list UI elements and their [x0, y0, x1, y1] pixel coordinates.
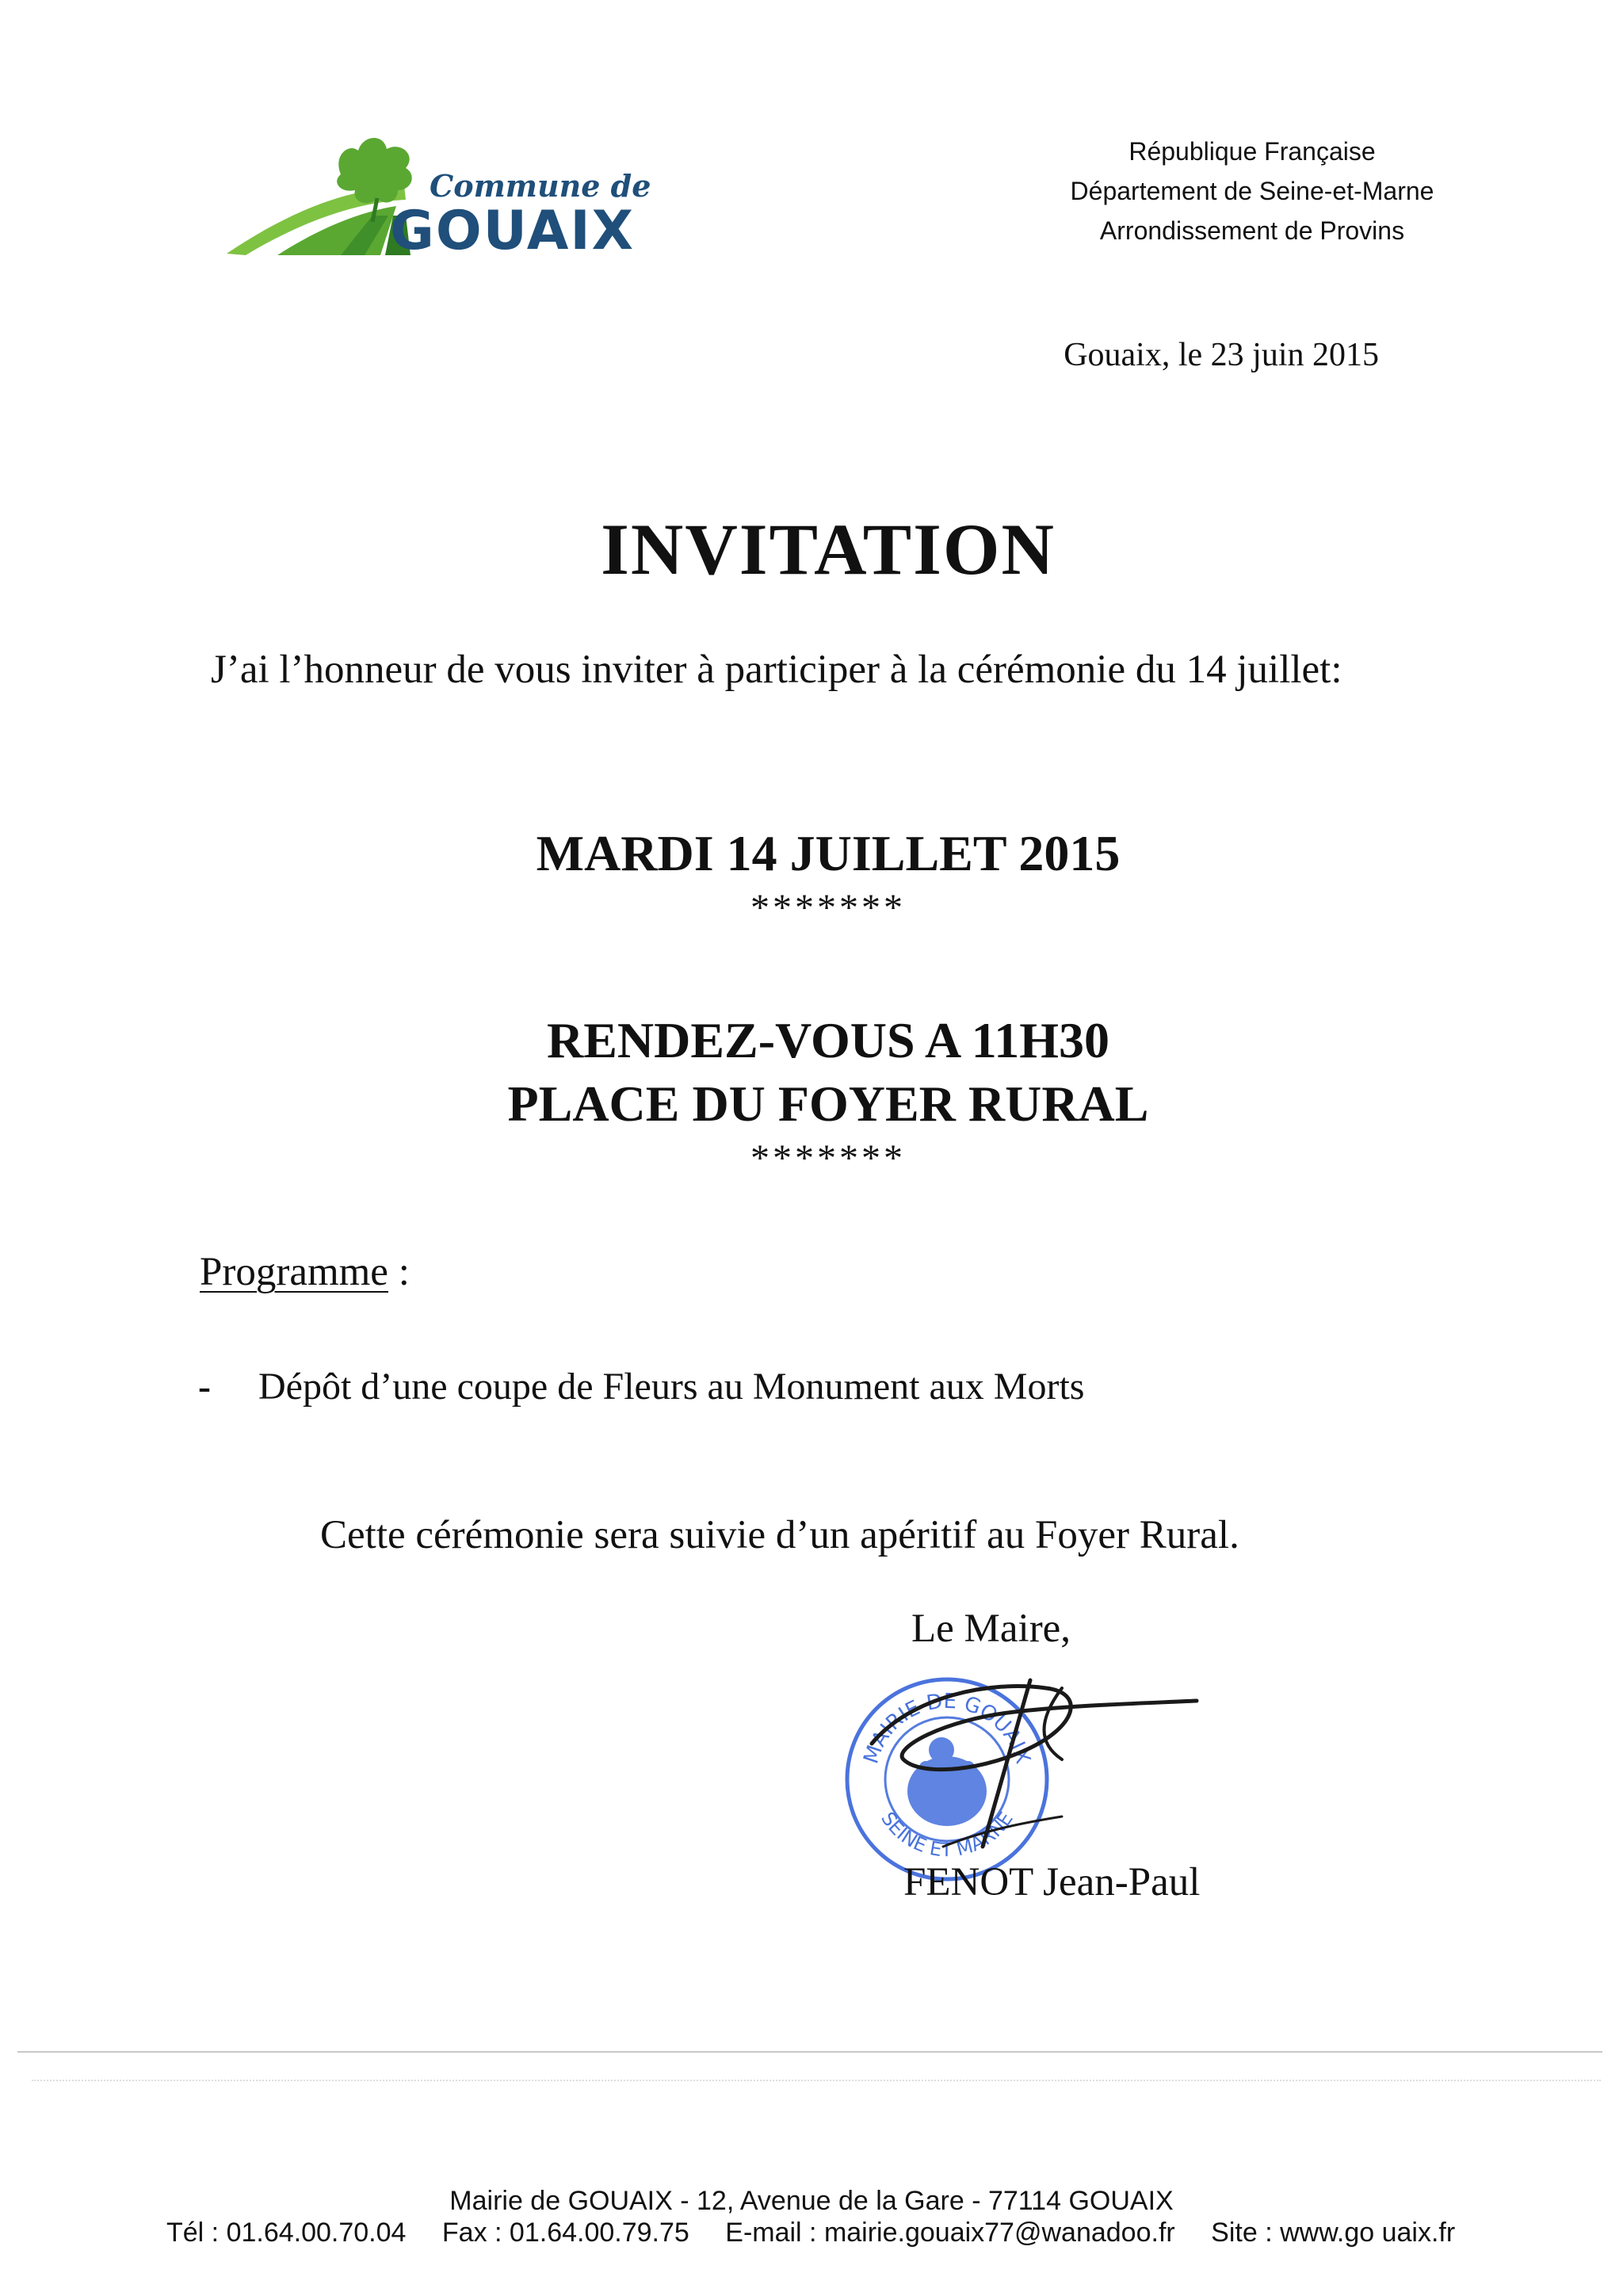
page-title: INVITATION	[601, 509, 1056, 590]
commune-logo	[222, 127, 650, 269]
seal-text-bottom: SEINE ET MARNE	[876, 1808, 1018, 1862]
event-time: RENDEZ-VOUS A 11H30	[547, 1012, 1109, 1068]
footer-address: Mairie de GOUAIX - 12, Avenue de la Gare - 77114 GOUAIX	[449, 2186, 1174, 2216]
seal-text-top: MAIRIE DE GOUAIX	[859, 1689, 1035, 1767]
intro-text: J’ai l’honneur de vous inviter à participer à la cérémonie du 14 juillet:	[211, 648, 1342, 692]
footer-site: Site : www.go uaix.fr	[1211, 2218, 1456, 2248]
bullet-dash: -	[198, 1366, 211, 1408]
footer-email: E-mail : mairie.gouaix77@wanadoo.fr	[725, 2218, 1175, 2248]
event-date: MARDI 14 JUILLET 2015	[536, 825, 1121, 881]
separator-stars-2: *******	[750, 1137, 906, 1179]
event-place: PLACE DU FOYER RURAL	[507, 1075, 1149, 1132]
signer-role: Le Maire,	[911, 1606, 1071, 1651]
header-departement: Département de Seine-et-Marne	[1070, 177, 1434, 205]
footer-fax: Fax : 01.64.00.79.75	[441, 2218, 689, 2248]
letter-date: Gouaix, le 23 juin 2015	[1064, 337, 1379, 373]
footer-tel: Tél : 01.64.00.70.04	[166, 2218, 407, 2248]
administrative-header	[983, 132, 1522, 250]
handwritten-signature	[824, 1648, 1220, 1886]
footer-divider-dotted	[32, 2080, 1601, 2081]
signer-name: FENOT Jean-Paul	[903, 1860, 1201, 1904]
programme-item-text: Dépôt d’une coupe de Fleurs au Monument aux Morts	[258, 1366, 1085, 1408]
logo-gouaix-text: GOUAIX	[390, 200, 636, 262]
followup-text: Cette cérémonie sera suivie d’un apéritif au Foyer Rural.	[320, 1513, 1239, 1557]
header-arrondissement: Arrondissement de Provins	[1099, 216, 1405, 245]
footer-contacts	[166, 2218, 1484, 2248]
header-republique: République Française	[1128, 137, 1376, 166]
programme-heading	[200, 1249, 410, 1295]
list-item	[198, 1365, 1084, 1408]
footer-divider	[17, 2051, 1602, 2056]
programme-heading-colon: :	[388, 1250, 410, 1294]
programme-heading-label: Programme	[200, 1250, 388, 1294]
separator-stars-1: *******	[750, 887, 906, 929]
logo-commune-text: Commune de	[430, 168, 651, 204]
